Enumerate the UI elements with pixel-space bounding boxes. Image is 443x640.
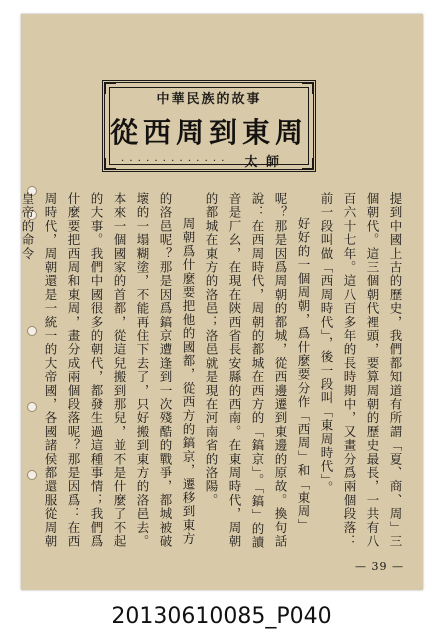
- series-title: 中華民族的故事: [156, 92, 262, 107]
- page-number: — 39 —: [355, 560, 404, 573]
- frame-corner-ornament: [302, 158, 314, 170]
- paragraph: 提到中國上古的歷史，我們都知道有所謂「夏、商、周」三個朝代。這三個朝代裡頭，要算周朝的歷史最長，一共有八百六十七年。這八百多年的長時期中，又畫分爲兩個段落：前一段叫做「西周時代」，後一段叫「東周時代」。: [319, 192, 403, 549]
- paragraph: 好好的一個周朝，爲什麼要分作「西周」和「東周」呢？那是因爲周朝的都城，從西邊遷到東邊的原故。換句話說：在西周時代，周朝的都城在西方的「鎬京」。「鎬」的讀音是厂幺，在現在陝西省長安縣的西南。在東周時代，周朝的都城在東方的洛邑；洛邑就是現在河南省的洛陽。: [204, 192, 311, 550]
- document-page: [21, 14, 423, 590]
- frame-corner-ornament: [104, 158, 116, 170]
- body-text: [20, 192, 407, 552]
- title-frame: [102, 80, 316, 172]
- paragraph: 周朝爲什麼要把他的國都，從西方的鎬京，遷移到東方的洛邑呢？那是因爲鎬京遭逢到一次殘酷的戰爭，都城被破壞的一塌糊塗，不能再住下去了，只好搬到東方的洛邑去。本來一個國家的首都，從這兒搬到那兒，並不是什麼了不起的大事。我們中國很多的朝代，都發生過這種事情；我們爲什麼要把西周和東周，畫分成兩個段落呢？那是因爲：在西周時代，周朝還是一統一的大帝國，各國諸侯都還服從周朝皇帝的命令: [20, 192, 196, 549]
- image-caption: 20130610085_P040: [111, 604, 332, 629]
- decorative-dots: · · · · · · · · · · · · ·: [121, 156, 226, 167]
- article-title: 從西周到東周: [109, 116, 308, 149]
- author-name: 太 師: [244, 155, 281, 170]
